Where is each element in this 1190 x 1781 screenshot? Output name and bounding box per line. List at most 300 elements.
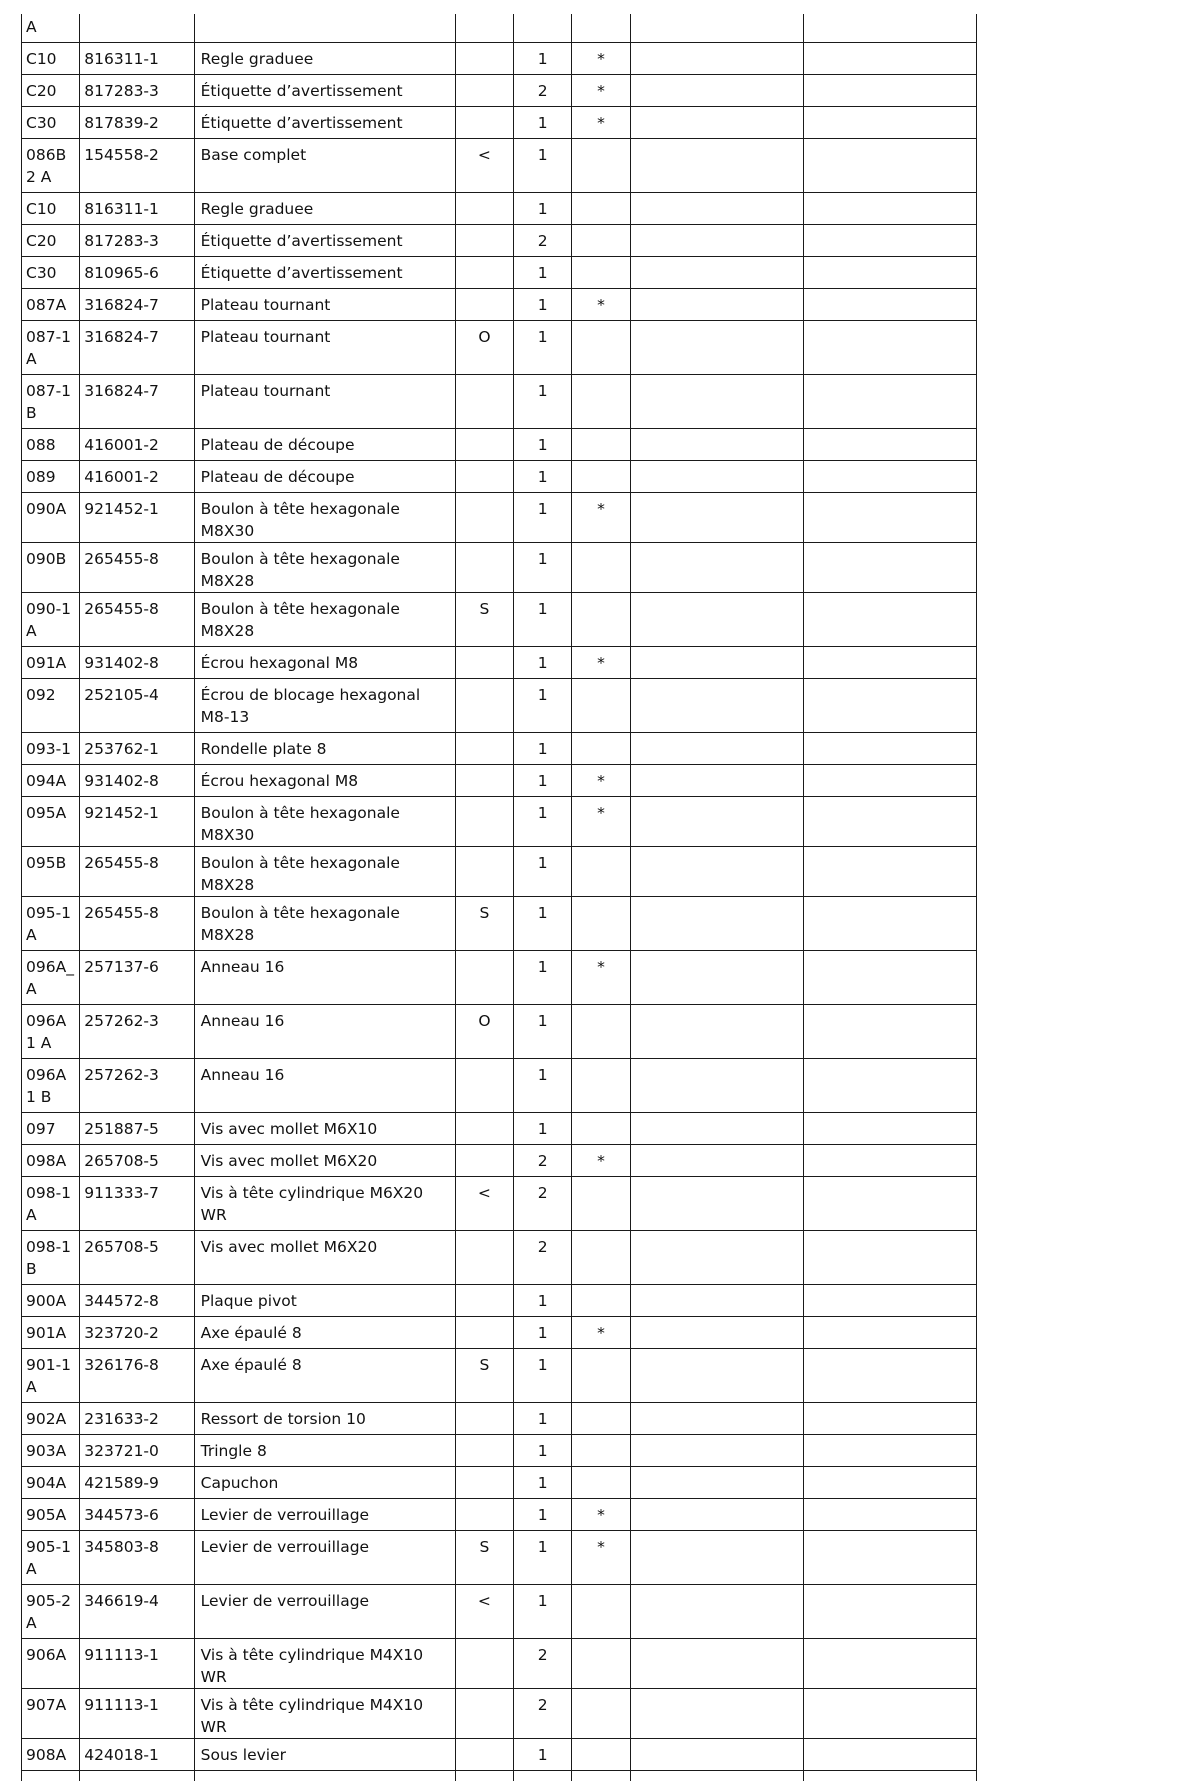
part-ref-cell: 091A: [22, 647, 80, 679]
empty-cell: [630, 1499, 804, 1531]
part-flag-cell: [455, 765, 513, 797]
table-row: [22, 1499, 977, 1531]
table-row: [22, 1531, 977, 1585]
part-ref-cell: C30: [22, 257, 80, 289]
empty-cell: [804, 847, 977, 897]
part-quantity-cell: 1: [514, 897, 572, 951]
part-flag-cell: <: [455, 139, 513, 193]
part-number-cell: 323720-2: [80, 1317, 194, 1349]
part-ref-cell: 098A: [22, 1145, 80, 1177]
table-row: [22, 1639, 977, 1689]
part-quantity-cell: 2: [514, 225, 572, 257]
part-description-cell: Plaque pivot: [194, 1285, 455, 1317]
table-row: [22, 847, 977, 897]
table-row: [22, 1771, 977, 1781]
table-row: [22, 733, 977, 765]
part-marker-cell: [572, 1349, 630, 1403]
table-row: [22, 897, 977, 951]
part-quantity-cell: 1: [514, 193, 572, 225]
table-row: [22, 14, 977, 43]
part-flag-cell: [455, 679, 513, 733]
part-number-cell: 931402-8: [80, 647, 194, 679]
empty-cell: [630, 1435, 804, 1467]
empty-cell: [804, 1113, 977, 1145]
part-ref-cell: 900A: [22, 1285, 80, 1317]
empty-cell: [630, 1771, 804, 1781]
part-marker-cell: [572, 847, 630, 897]
empty-cell: [630, 1639, 804, 1689]
part-ref-cell: 096A1 B: [22, 1059, 80, 1113]
part-flag-cell: [455, 647, 513, 679]
part-marker-cell: [572, 225, 630, 257]
parts-table-body: [22, 14, 977, 1781]
empty-cell: [630, 43, 804, 75]
empty-cell: [630, 951, 804, 1005]
part-number-cell: 345803-8: [80, 1531, 194, 1585]
empty-cell: [804, 797, 977, 847]
part-quantity-cell: 1: [514, 1285, 572, 1317]
part-flag-cell: [455, 1499, 513, 1531]
part-quantity-cell: 1: [514, 43, 572, 75]
part-description-cell: Axe épaulé 8: [194, 1349, 455, 1403]
part-quantity-cell: 1: [514, 1317, 572, 1349]
part-marker-cell: [572, 1467, 630, 1499]
part-marker-cell: *: [572, 493, 630, 543]
part-description-cell: [194, 14, 455, 43]
part-ref-cell: 087-1 B: [22, 375, 80, 429]
part-quantity-cell: 1: [514, 429, 572, 461]
empty-cell: [630, 1177, 804, 1231]
empty-cell: [804, 225, 977, 257]
empty-cell: [804, 14, 977, 43]
part-description-cell: Levier de verrouillage: [194, 1499, 455, 1531]
part-quantity-cell: 1: [514, 107, 572, 139]
part-number-cell: 257262-3: [80, 1005, 194, 1059]
part-number-cell: 265708-5: [80, 1231, 194, 1285]
empty-cell: [630, 1145, 804, 1177]
part-number-cell: 253762-1: [80, 733, 194, 765]
empty-cell: [804, 1467, 977, 1499]
part-marker-cell: *: [572, 107, 630, 139]
table-row: [22, 951, 977, 1005]
table-row: [22, 429, 977, 461]
empty-cell: [804, 593, 977, 647]
empty-cell: [804, 1231, 977, 1285]
empty-cell: [630, 647, 804, 679]
part-description-cell: [194, 1771, 455, 1781]
part-marker-cell: [572, 1113, 630, 1145]
part-quantity-cell: 2: [514, 1689, 572, 1739]
empty-cell: [630, 139, 804, 193]
part-number-cell: 344572-8: [80, 1285, 194, 1317]
empty-cell: [804, 75, 977, 107]
part-quantity-cell: 1: [514, 461, 572, 493]
part-description-cell: Vis avec mollet M6X20: [194, 1231, 455, 1285]
table-row: [22, 193, 977, 225]
part-marker-cell: [572, 1771, 630, 1781]
empty-cell: [804, 1059, 977, 1113]
part-ref-cell: 087A: [22, 289, 80, 321]
empty-cell: [804, 1285, 977, 1317]
empty-cell: [804, 43, 977, 75]
part-description-cell: Boulon à tête hexagonale M8X30: [194, 797, 455, 847]
part-quantity-cell: 1: [514, 257, 572, 289]
part-quantity-cell: 1: [514, 1059, 572, 1113]
part-ref-cell: 090-1 A: [22, 593, 80, 647]
part-marker-cell: [572, 1177, 630, 1231]
part-flag-cell: [455, 1739, 513, 1771]
part-marker-cell: [572, 1403, 630, 1435]
empty-cell: [804, 429, 977, 461]
part-flag-cell: [455, 1771, 513, 1781]
part-flag-cell: S: [455, 593, 513, 647]
empty-cell: [630, 493, 804, 543]
part-number-cell: 265455-8: [80, 897, 194, 951]
part-description-cell: Levier de verrouillage: [194, 1531, 455, 1585]
part-quantity-cell: 1: [514, 1585, 572, 1639]
part-ref-cell: 088: [22, 429, 80, 461]
part-marker-cell: [572, 679, 630, 733]
part-quantity-cell: 2: [514, 1639, 572, 1689]
part-number-cell: 416001-2: [80, 429, 194, 461]
part-ref-cell: 090B: [22, 543, 80, 593]
part-number-cell: 231633-2: [80, 1403, 194, 1435]
part-ref-cell: 901-1 A: [22, 1349, 80, 1403]
empty-cell: [630, 375, 804, 429]
table-row: [22, 257, 977, 289]
part-description-cell: Étiquette d’avertissement: [194, 225, 455, 257]
part-number-cell: 257137-6: [80, 951, 194, 1005]
part-number-cell: 344573-6: [80, 1499, 194, 1531]
part-ref-cell: 094A: [22, 765, 80, 797]
part-number-cell: 816311-1: [80, 43, 194, 75]
part-ref-cell: 906A: [22, 1639, 80, 1689]
part-description-cell: Étiquette d’avertissement: [194, 107, 455, 139]
empty-cell: [630, 461, 804, 493]
table-row: [22, 1005, 977, 1059]
part-quantity-cell: 1: [514, 765, 572, 797]
empty-cell: [804, 1005, 977, 1059]
part-quantity-cell: 1: [514, 1349, 572, 1403]
empty-cell: [630, 1531, 804, 1585]
part-quantity-cell: 1: [514, 1005, 572, 1059]
part-description-cell: Vis à tête cylindrique M4X10 WR: [194, 1689, 455, 1739]
part-number-cell: 316824-7: [80, 289, 194, 321]
part-flag-cell: O: [455, 1005, 513, 1059]
empty-cell: [804, 951, 977, 1005]
part-description-cell: Boulon à tête hexagonale M8X30: [194, 493, 455, 543]
part-flag-cell: [455, 107, 513, 139]
part-flag-cell: [455, 543, 513, 593]
part-marker-cell: [572, 1005, 630, 1059]
part-flag-cell: [455, 951, 513, 1005]
part-description-cell: Vis à tête cylindrique M6X20 WR: [194, 1177, 455, 1231]
part-description-cell: Étiquette d’avertissement: [194, 75, 455, 107]
part-ref-cell: [22, 1771, 80, 1781]
part-quantity-cell: 1: [514, 797, 572, 847]
empty-cell: [804, 1771, 977, 1781]
part-number-cell: 921452-1: [80, 493, 194, 543]
empty-cell: [630, 1467, 804, 1499]
part-flag-cell: [455, 225, 513, 257]
table-row: [22, 461, 977, 493]
table-row: [22, 75, 977, 107]
part-number-cell: 817839-2: [80, 107, 194, 139]
part-quantity-cell: [514, 1771, 572, 1781]
part-marker-cell: [572, 257, 630, 289]
empty-cell: [804, 1349, 977, 1403]
empty-cell: [804, 1317, 977, 1349]
part-description-cell: Écrou hexagonal M8: [194, 765, 455, 797]
part-quantity-cell: 1: [514, 679, 572, 733]
part-description-cell: Écrou de blocage hexagonal M8-13: [194, 679, 455, 733]
part-quantity-cell: 1: [514, 321, 572, 375]
empty-cell: [630, 1231, 804, 1285]
table-row: [22, 1467, 977, 1499]
empty-cell: [630, 1349, 804, 1403]
part-number-cell: 251887-5: [80, 1113, 194, 1145]
empty-cell: [804, 765, 977, 797]
part-marker-cell: [572, 193, 630, 225]
table-row: [22, 1317, 977, 1349]
part-marker-cell: *: [572, 75, 630, 107]
part-description-cell: Écrou hexagonal M8: [194, 647, 455, 679]
empty-cell: [804, 321, 977, 375]
part-marker-cell: [572, 593, 630, 647]
part-flag-cell: [455, 1689, 513, 1739]
part-flag-cell: [455, 1467, 513, 1499]
part-marker-cell: *: [572, 647, 630, 679]
part-marker-cell: [572, 429, 630, 461]
part-number-cell: 931402-8: [80, 765, 194, 797]
part-flag-cell: [455, 257, 513, 289]
part-number-cell: 252105-4: [80, 679, 194, 733]
part-quantity-cell: 2: [514, 1177, 572, 1231]
part-description-cell: Vis avec mollet M6X20: [194, 1145, 455, 1177]
part-quantity-cell: 1: [514, 375, 572, 429]
part-marker-cell: [572, 375, 630, 429]
part-ref-cell: 089: [22, 461, 80, 493]
part-marker-cell: [572, 139, 630, 193]
part-quantity-cell: 1: [514, 1739, 572, 1771]
part-description-cell: Anneau 16: [194, 1005, 455, 1059]
part-flag-cell: <: [455, 1585, 513, 1639]
table-row: [22, 1145, 977, 1177]
table-row: [22, 225, 977, 257]
empty-cell: [630, 1403, 804, 1435]
part-quantity-cell: 1: [514, 543, 572, 593]
part-ref-cell: C20: [22, 225, 80, 257]
part-marker-cell: [572, 1739, 630, 1771]
part-description-cell: Plateau tournant: [194, 289, 455, 321]
empty-cell: [630, 107, 804, 139]
table-row: [22, 543, 977, 593]
part-ref-cell: 903A: [22, 1435, 80, 1467]
part-flag-cell: [455, 1113, 513, 1145]
part-ref-cell: 095-1 A: [22, 897, 80, 951]
part-ref-cell: 908A: [22, 1739, 80, 1771]
part-ref-cell: 902A: [22, 1403, 80, 1435]
part-quantity-cell: 1: [514, 847, 572, 897]
table-row: [22, 1689, 977, 1739]
empty-cell: [630, 289, 804, 321]
part-number-cell: 816311-1: [80, 193, 194, 225]
part-description-cell: Boulon à tête hexagonale M8X28: [194, 593, 455, 647]
part-marker-cell: [572, 543, 630, 593]
part-number-cell: 911113-1: [80, 1639, 194, 1689]
part-quantity-cell: 1: [514, 1467, 572, 1499]
part-number-cell: 817283-3: [80, 225, 194, 257]
part-flag-cell: <: [455, 1177, 513, 1231]
table-row: [22, 139, 977, 193]
part-marker-cell: *: [572, 1499, 630, 1531]
part-description-cell: Boulon à tête hexagonale M8X28: [194, 543, 455, 593]
empty-cell: [804, 1585, 977, 1639]
part-description-cell: Anneau 16: [194, 951, 455, 1005]
part-flag-cell: [455, 375, 513, 429]
part-quantity-cell: 2: [514, 75, 572, 107]
part-flag-cell: [455, 193, 513, 225]
part-number-cell: [80, 1771, 194, 1781]
part-ref-cell: 097: [22, 1113, 80, 1145]
part-flag-cell: [455, 733, 513, 765]
part-marker-cell: *: [572, 1317, 630, 1349]
empty-cell: [804, 1145, 977, 1177]
part-flag-cell: [455, 1403, 513, 1435]
part-quantity-cell: 1: [514, 1531, 572, 1585]
part-flag-cell: [455, 43, 513, 75]
empty-cell: [804, 543, 977, 593]
empty-cell: [630, 1689, 804, 1739]
part-description-cell: Anneau 16: [194, 1059, 455, 1113]
empty-cell: [804, 897, 977, 951]
empty-cell: [804, 733, 977, 765]
part-number-cell: 257262-3: [80, 1059, 194, 1113]
table-row: [22, 1231, 977, 1285]
table-row: [22, 1435, 977, 1467]
empty-cell: [804, 1639, 977, 1689]
part-quantity-cell: 2: [514, 1231, 572, 1285]
table-row: [22, 1739, 977, 1771]
empty-cell: [630, 75, 804, 107]
empty-cell: [804, 493, 977, 543]
empty-cell: [630, 225, 804, 257]
part-description-cell: Regle graduee: [194, 193, 455, 225]
part-flag-cell: [455, 797, 513, 847]
part-marker-cell: [572, 321, 630, 375]
part-description-cell: Tringle 8: [194, 1435, 455, 1467]
empty-cell: [804, 1499, 977, 1531]
part-ref-cell: 905A: [22, 1499, 80, 1531]
empty-cell: [630, 257, 804, 289]
part-ref-cell: A: [22, 14, 80, 43]
empty-cell: [630, 321, 804, 375]
empty-cell: [804, 1739, 977, 1771]
part-flag-cell: [455, 847, 513, 897]
part-ref-cell: 907A: [22, 1689, 80, 1739]
part-flag-cell: [455, 429, 513, 461]
table-row: [22, 1177, 977, 1231]
part-description-cell: Regle graduee: [194, 43, 455, 75]
part-flag-cell: S: [455, 1349, 513, 1403]
part-flag-cell: O: [455, 321, 513, 375]
table-row: [22, 765, 977, 797]
part-marker-cell: [572, 1639, 630, 1689]
part-description-cell: Sous levier: [194, 1739, 455, 1771]
part-quantity-cell: 1: [514, 1499, 572, 1531]
part-description-cell: Plateau tournant: [194, 321, 455, 375]
part-ref-cell: C10: [22, 193, 80, 225]
part-marker-cell: *: [572, 43, 630, 75]
part-description-cell: Ressort de torsion 10: [194, 1403, 455, 1435]
part-description-cell: Plateau de découpe: [194, 429, 455, 461]
empty-cell: [630, 847, 804, 897]
part-marker-cell: [572, 1585, 630, 1639]
part-quantity-cell: 1: [514, 1403, 572, 1435]
part-marker-cell: [572, 1689, 630, 1739]
part-description-cell: Base complet: [194, 139, 455, 193]
part-ref-cell: 087-1 A: [22, 321, 80, 375]
part-quantity-cell: 1: [514, 733, 572, 765]
part-description-cell: Vis à tête cylindrique M4X10 WR: [194, 1639, 455, 1689]
part-ref-cell: 086B2 A: [22, 139, 80, 193]
part-flag-cell: [455, 289, 513, 321]
part-flag-cell: [455, 1317, 513, 1349]
part-number-cell: [80, 14, 194, 43]
part-flag-cell: [455, 75, 513, 107]
table-row: [22, 593, 977, 647]
part-quantity-cell: 1: [514, 289, 572, 321]
part-description-cell: Étiquette d’avertissement: [194, 257, 455, 289]
part-marker-cell: [572, 1059, 630, 1113]
part-ref-cell: 095B: [22, 847, 80, 897]
empty-cell: [804, 1177, 977, 1231]
parts-list-table: [21, 14, 977, 1781]
part-description-cell: Levier de verrouillage: [194, 1585, 455, 1639]
empty-cell: [630, 1059, 804, 1113]
part-number-cell: 265455-8: [80, 593, 194, 647]
empty-cell: [630, 733, 804, 765]
table-row: [22, 375, 977, 429]
part-flag-cell: [455, 1231, 513, 1285]
empty-cell: [804, 679, 977, 733]
table-row: [22, 1285, 977, 1317]
table-row: [22, 493, 977, 543]
part-number-cell: 154558-2: [80, 139, 194, 193]
table-row: [22, 43, 977, 75]
part-number-cell: 921452-1: [80, 797, 194, 847]
part-number-cell: 265455-8: [80, 847, 194, 897]
part-marker-cell: *: [572, 797, 630, 847]
empty-cell: [804, 647, 977, 679]
part-number-cell: 265455-8: [80, 543, 194, 593]
part-marker-cell: *: [572, 951, 630, 1005]
part-ref-cell: 095A: [22, 797, 80, 847]
table-row: [22, 1585, 977, 1639]
part-flag-cell: [455, 1285, 513, 1317]
part-marker-cell: *: [572, 289, 630, 321]
part-number-cell: 911113-1: [80, 1689, 194, 1739]
part-marker-cell: [572, 1435, 630, 1467]
empty-cell: [630, 593, 804, 647]
empty-cell: [804, 257, 977, 289]
part-number-cell: 326176-8: [80, 1349, 194, 1403]
empty-cell: [630, 543, 804, 593]
part-ref-cell: 904A: [22, 1467, 80, 1499]
part-description-cell: Plateau tournant: [194, 375, 455, 429]
part-flag-cell: S: [455, 897, 513, 951]
part-ref-cell: 096A_ A: [22, 951, 80, 1005]
